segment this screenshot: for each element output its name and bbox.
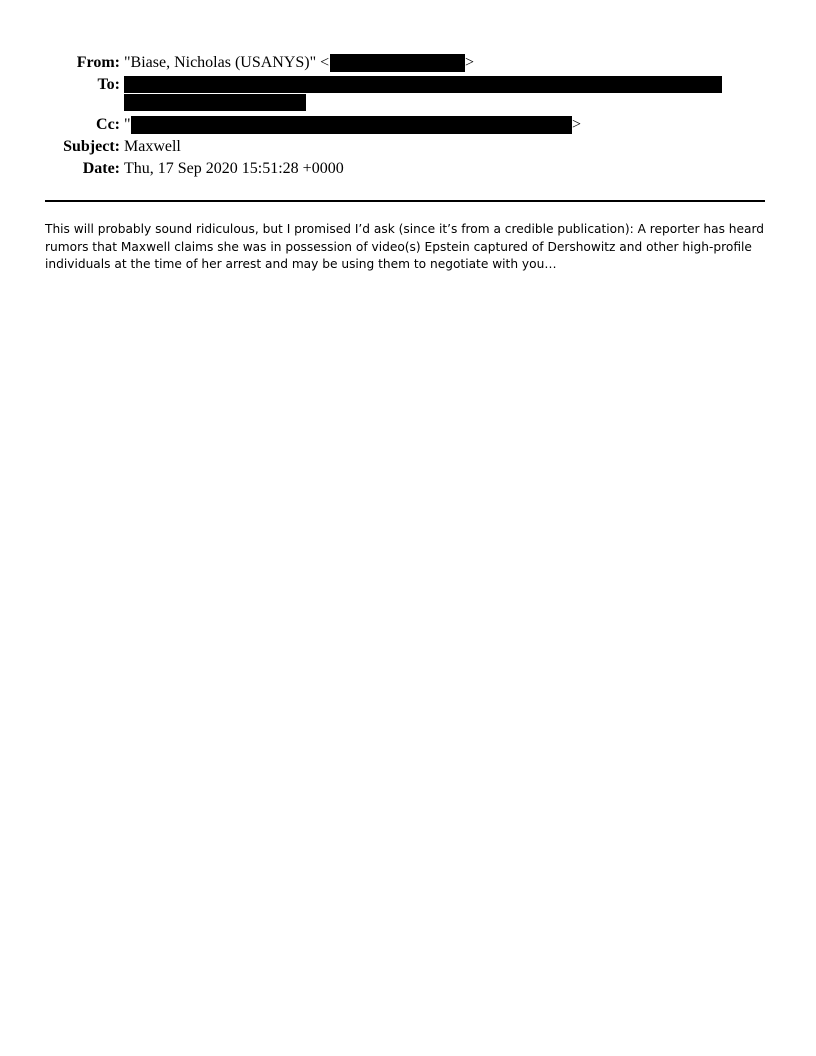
email-body: This will probably sound ridiculous, but I promised I’d ask (since it’s from a credible publication): A reporter has heard rumors that Maxwell claims she was in possession of video(s) Epstein captured of Dershowitz and other high-profile individuals at the time of her arrest and may be using them to negotiate with you… [45,222,765,271]
date-row [0,159,816,179]
header-divider [45,200,765,202]
cc-redaction [131,116,572,134]
from-label: From: [76,54,120,71]
cc-label: Cc: [96,116,120,133]
from-value-suffix: > [465,54,475,71]
to-redaction-line-1 [124,76,722,93]
to-redaction-line-2 [124,94,306,111]
from-email-redaction [330,54,465,72]
subject-row [0,137,816,157]
subject-value: Maxwell [124,138,181,155]
to-label: To: [97,76,120,93]
from-value-prefix: "Biase, Nicholas (USANYS)" < [124,54,330,71]
cc-value-suffix: > [572,116,582,133]
subject-label: Subject: [63,138,120,155]
cc-value-prefix: " [124,116,131,133]
date-value: Thu, 17 Sep 2020 15:51:28 +0000 [124,160,344,177]
date-label: Date: [82,160,120,177]
